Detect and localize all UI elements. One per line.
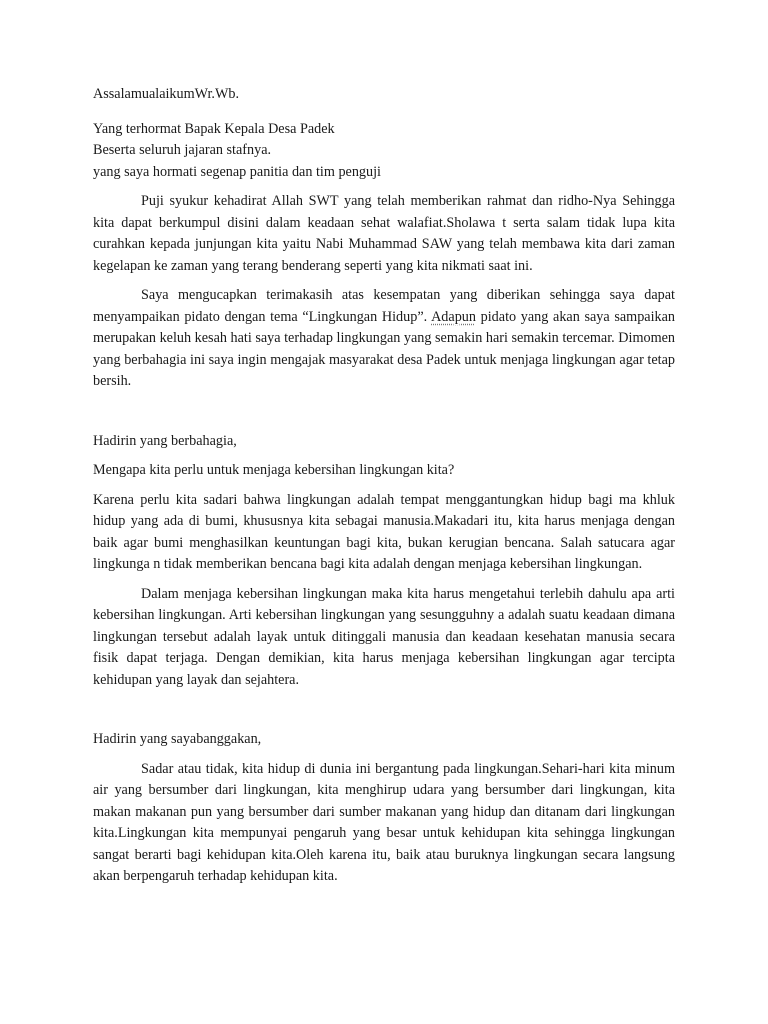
- greeting: AssalamualaikumWr.Wb.: [93, 86, 239, 102]
- paragraph-dependence: Sadar atau tidak, kita hidup di dunia ini bergantung pada lingkungan.Sehari-hari kita minum air yang bersumber dari lingkungan, kita menghirup udara yang bersumber dari lingkungan, kita makan makanan pun yang bersumber dari sumber makanan yang hidup dan ditanam dari lingkungan kita.Lingkungan kita mempunyai pengaruh yang besar untuk kehidupan kita sehingga lingkungan sangat berarti bagi kehidupan kita.Oleh karena itu, baik atau buruknya lingkungan secara langsung akan berpengaruh terhadap kehidupan kita.: [93, 760, 675, 884]
- salutation-line: Yang terhormat Bapak Kepala Desa Padek: [93, 120, 335, 137]
- question-line: Mengapa kita perlu untuk menjaga kebersihan lingkungan kita?: [93, 462, 455, 478]
- salutation-line: yang saya hormati segenap panitia dan tim penguji: [93, 163, 382, 180]
- document-page: [93, 84, 675, 888]
- paragraph-reason: Karena perlu kita sadari bahwa lingkungan adalah tempat menggantungkan hidup bagi ma khluk hidup yang ada di bumi, khususnya kita sebagai manusia.Makadari itu, kita harus menjaga dengan baik agar bumi menghasilkan keuntungan bagi kita, bukan kerugian bencana. Salah satucara agar lingkunga n tidak memberikan bencana bagi kita adalah dengan menjaga kebersihan lingkungan.: [93, 491, 675, 572]
- paragraph-theme-text: Saya mengucapkan terimakasih atas kesempatan yang diberikan sehingga saya dapat menyampaikan pidato dengan tema “Lingkungan Hidup”.: [93, 287, 675, 325]
- section-heading: Hadirin yang sayabanggakan,: [93, 731, 262, 747]
- paragraph-theme-text: pidato yang akan saya sampaikan merupakan keluh kesah hati saya terhadap lingkungan yang semakin hari semakin tercemar. Dimomen yang berbahagia ini saya ingin mengajak masyarakat desa Padek untuk menjaga lingkungan agar tetap bersih.: [93, 308, 676, 389]
- salutation-line: Beserta seluruh jajaran stafnya.: [93, 142, 272, 158]
- paragraph-opening: Puji syukur kehadirat Allah SWT yang telah memberikan rahmat dan ridho-Nya Sehingga kita dapat berkumpul disini dalam keadaan sehat walafiat.Sholawa t serta salam tidak lupa kita curahkan kepada junjungan kita yaitu Nabi Muhammad SAW yang telah membawa kita dari zaman kegelapan ke zaman yang terang benderang seperti yang kita nikmati saat ini.: [93, 193, 675, 274]
- paragraph-definition: Dalam menjaga kebersihan lingkungan maka kita harus mengetahui terlebih dahulu apa arti kebersihan lingkungan. Arti kebersihan lingkungan yang sesungguhny a adalah suatu keadaan dimana lingkungan tersebut adalah layak untuk ditinggali manusia dan keadaan kesehatan manusia secara fisik dapat terjaga. Dengan demikian, kita harus menjaga kebersihan lingkungan agar tercipta kehidupan yang layak dan sejahtera.: [93, 585, 675, 688]
- spellcheck-marked-word: Adapun: [431, 308, 476, 325]
- paragraph-theme: [93, 285, 675, 393]
- section-heading: Hadirin yang berbahagia,: [93, 432, 237, 449]
